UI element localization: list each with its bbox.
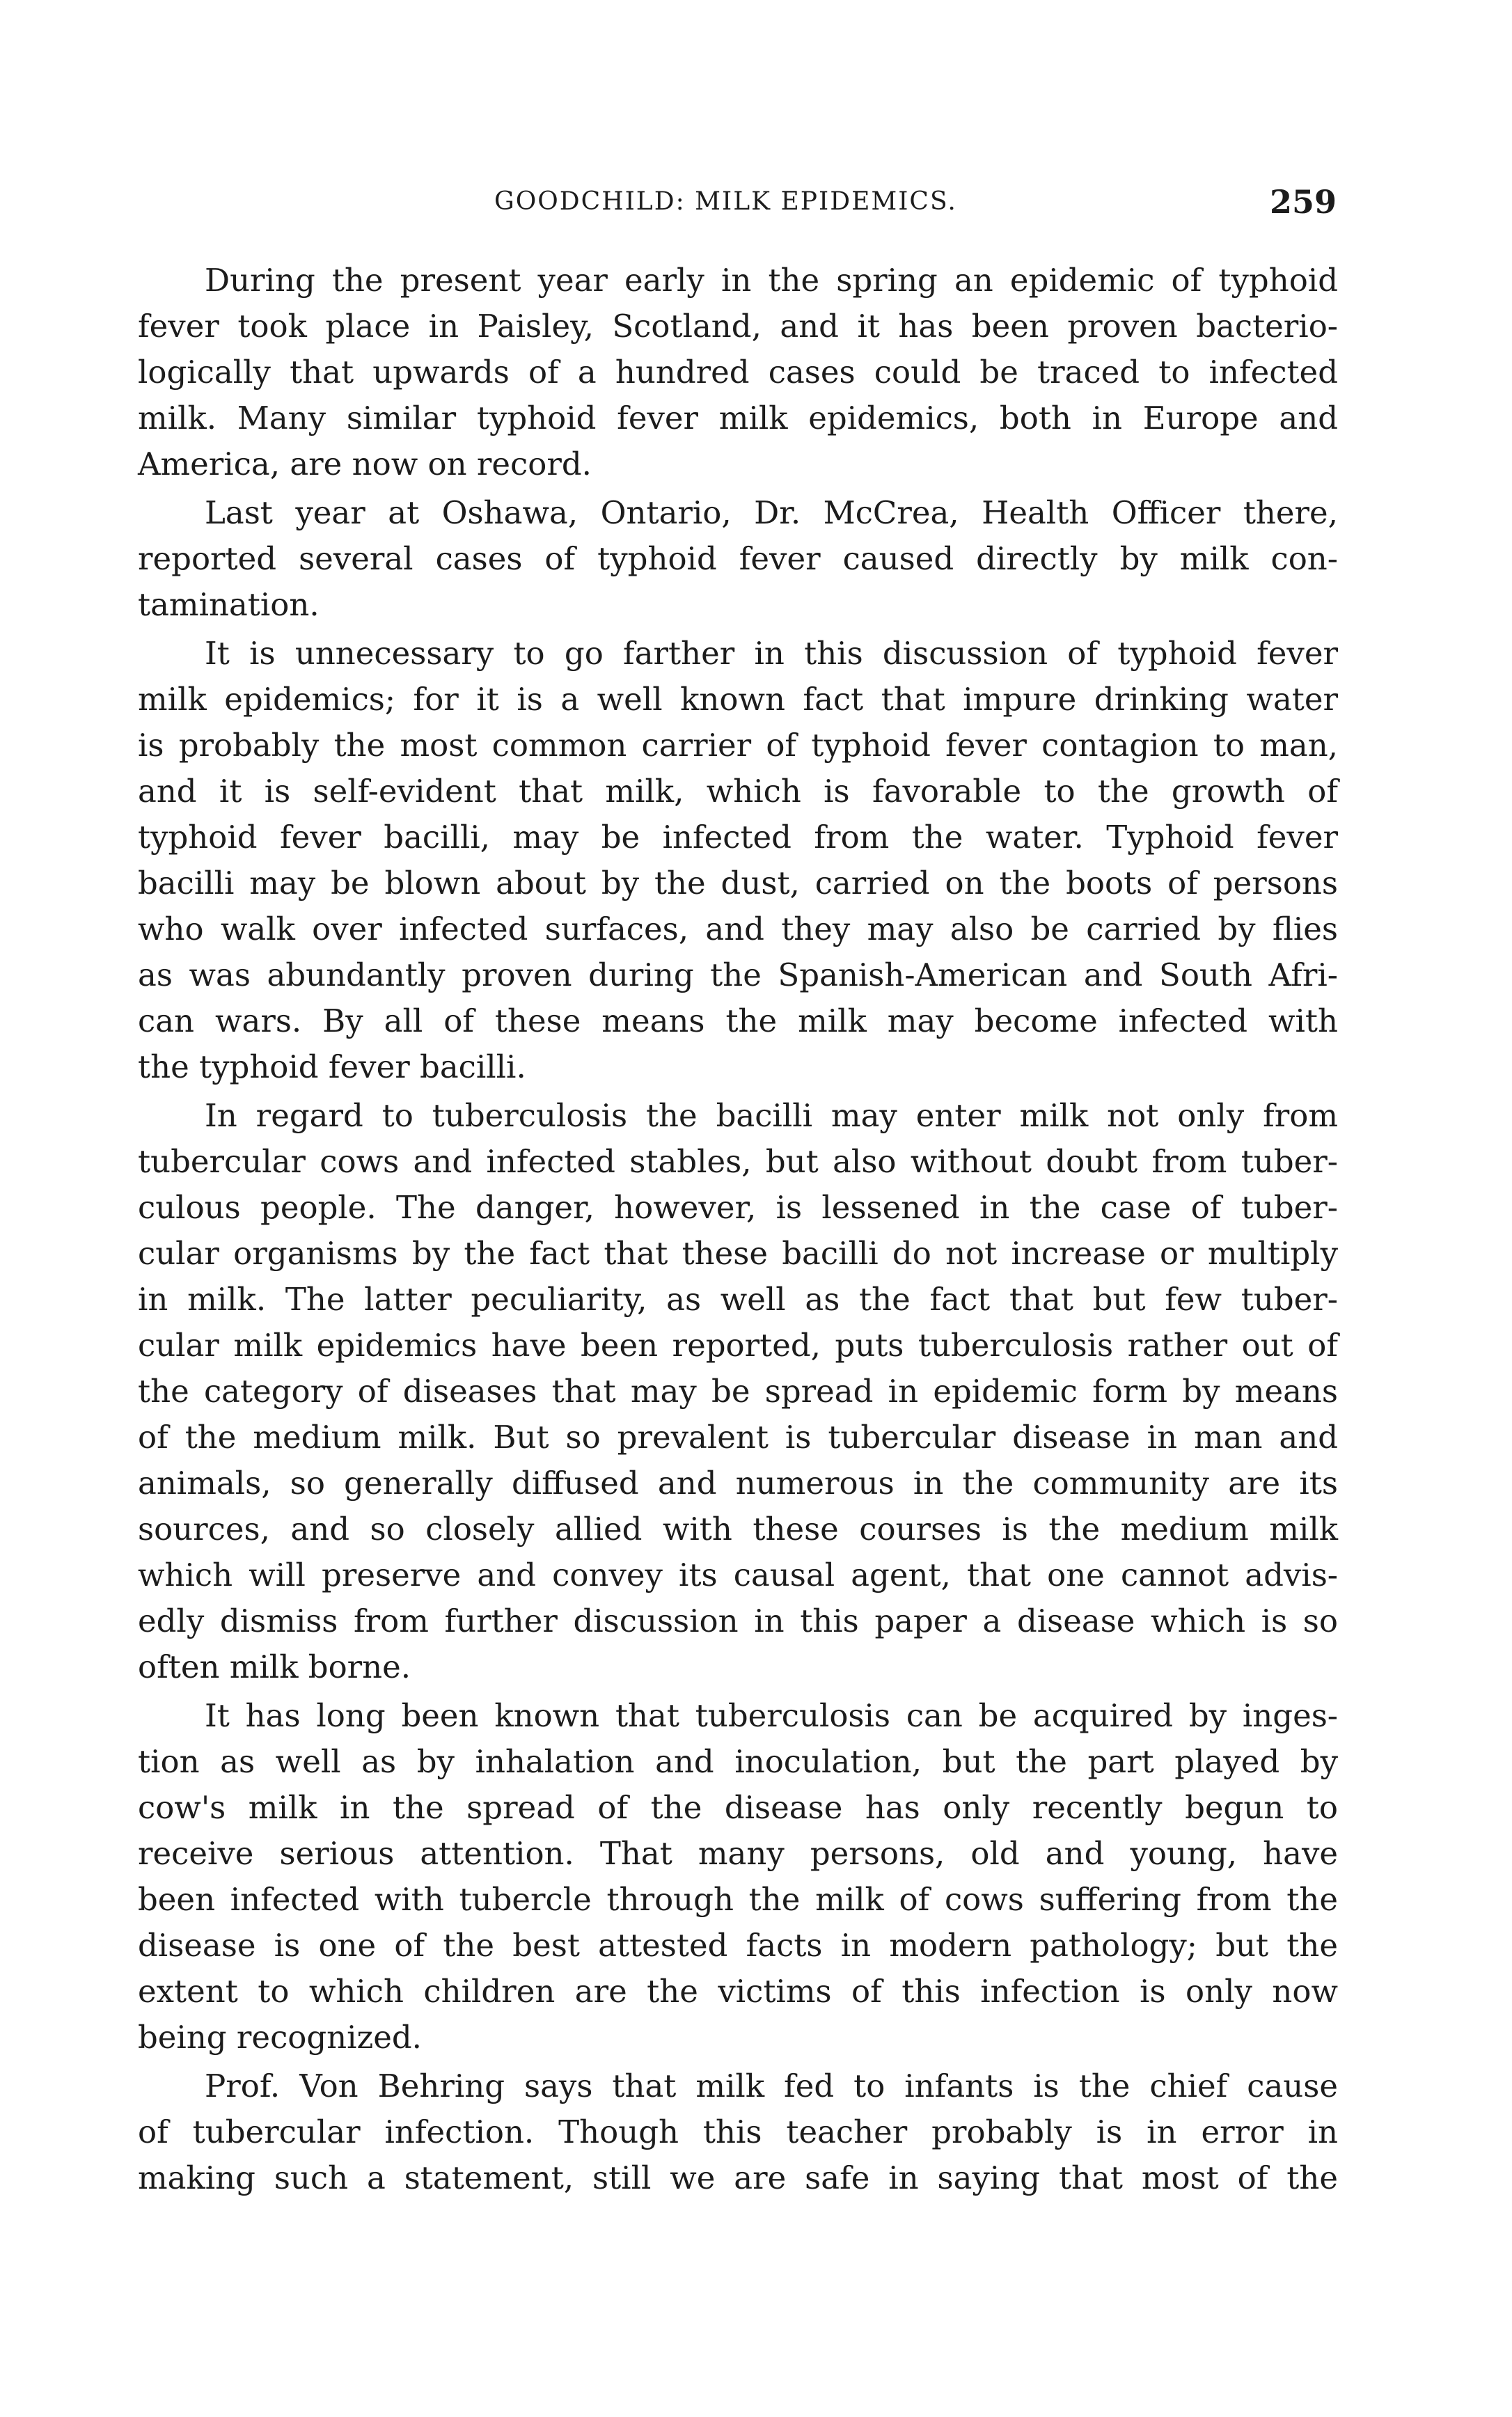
text-line: of the medium milk. But so prevalent is tubercular disease in man and <box>138 1419 1338 1456</box>
paragraph <box>138 631 1338 1090</box>
text-line: sources, and so closely allied with these courses is the medium milk <box>138 1511 1338 1548</box>
text-line: is probably the most common carrier of typhoid fever contagion to man, <box>138 727 1338 764</box>
text-line: tubercular cows and infected stables, but also without doubt from tuber- <box>138 1143 1338 1180</box>
text-line: edly dismiss from further discussion in this paper a disease which is so <box>138 1603 1338 1639</box>
body-text <box>138 258 1338 2204</box>
text-line: animals, so generally diffused and numerous in the community are its <box>138 1465 1338 1502</box>
text-line: tion as well as by inhalation and inoculation, but the part played by <box>138 1743 1338 1780</box>
text-line: It is unnecessary to go farther in this discussion of typhoid fever <box>205 635 1338 672</box>
text-line: and it is self-evident that milk, which is favorable to the growth of <box>138 773 1338 810</box>
text-line: Prof. Von Behring says that milk fed to infants is the chief cause <box>205 2068 1338 2104</box>
paragraph <box>138 2063 1338 2201</box>
text-line: logically that upwards of a hundred cases could be traced to infected <box>138 354 1338 391</box>
text-line: disease is one of the best attested facts in modern pathology; but the <box>138 1927 1338 1964</box>
text-line: reported several cases of typhoid fever caused directly by milk con- <box>138 540 1338 577</box>
text-line: America, are now on record. <box>138 446 592 482</box>
paragraph <box>138 490 1338 628</box>
text-line: been infected with tubercle through the milk of cows suffering from the <box>138 1881 1338 1918</box>
text-line: who walk over infected surfaces, and they may also be carried by flies <box>138 911 1338 947</box>
text-line: In regard to tuberculosis the bacilli may enter milk not only from <box>205 1097 1338 1134</box>
text-line: the typhoid fever bacilli. <box>138 1048 526 1085</box>
text-line: making such a statement, still we are safe in saying that most of the <box>138 2159 1338 2196</box>
paragraph <box>138 1093 1338 1690</box>
text-line: often milk borne. <box>138 1648 411 1685</box>
text-line: fever took place in Paisley, Scotland, and it has been proven bacterio- <box>138 308 1338 345</box>
text-line: During the present year early in the spring an epidemic of typhoid <box>205 262 1338 299</box>
page-number: 259 <box>1269 183 1337 221</box>
paragraph <box>138 258 1338 487</box>
running-head <box>138 180 1337 224</box>
text-line: bacilli may be blown about by the dust, carried on the boots of persons <box>138 865 1338 902</box>
text-line: being recognized. <box>138 2019 422 2056</box>
text-line: as was abundantly proven during the Spanish-American and South Afri- <box>138 956 1338 993</box>
text-line: milk epidemics; for it is a well known fact that impure drinking water <box>138 681 1338 718</box>
text-line: Last year at Oshawa, Ontario, Dr. McCrea, Health Officer there, <box>205 494 1338 531</box>
running-title: GOODCHILD: MILK EPIDEMICS. <box>494 187 957 216</box>
text-line: of tubercular infection. Though this teacher probably is in error in <box>138 2113 1338 2150</box>
text-line: the category of diseases that may be spread in epidemic form by means <box>138 1373 1338 1410</box>
text-line: typhoid fever bacilli, may be infected from the water. Typhoid fever <box>138 819 1338 856</box>
text-line: milk. Many similar typhoid fever milk epidemics, both in Europe and <box>138 400 1338 436</box>
text-line: in milk. The latter peculiarity, as well as the fact that but few tuber- <box>138 1281 1338 1318</box>
text-line: cular organisms by the fact that these bacilli do not increase or multiply <box>138 1235 1338 1272</box>
text-line: cular milk epidemics have been reported, puts tuberculosis rather out of <box>138 1327 1338 1364</box>
text-line: receive serious attention. That many persons, old and young, have <box>138 1835 1338 1872</box>
text-line: cow's milk in the spread of the disease has only recently begun to <box>138 1789 1338 1826</box>
text-line: tamination. <box>138 586 320 623</box>
paragraph <box>138 1693 1338 2061</box>
text-line: It has long been known that tuberculosis can be acquired by inges- <box>205 1697 1338 1734</box>
text-line: extent to which children are the victims of this infection is only now <box>138 1973 1338 2010</box>
text-line: culous people. The danger, however, is lessened in the case of tuber- <box>138 1189 1338 1226</box>
text-line: can wars. By all of these means the milk may become infected with <box>138 1002 1338 1039</box>
text-line: which will preserve and convey its causal agent, that one cannot advis- <box>138 1557 1338 1593</box>
